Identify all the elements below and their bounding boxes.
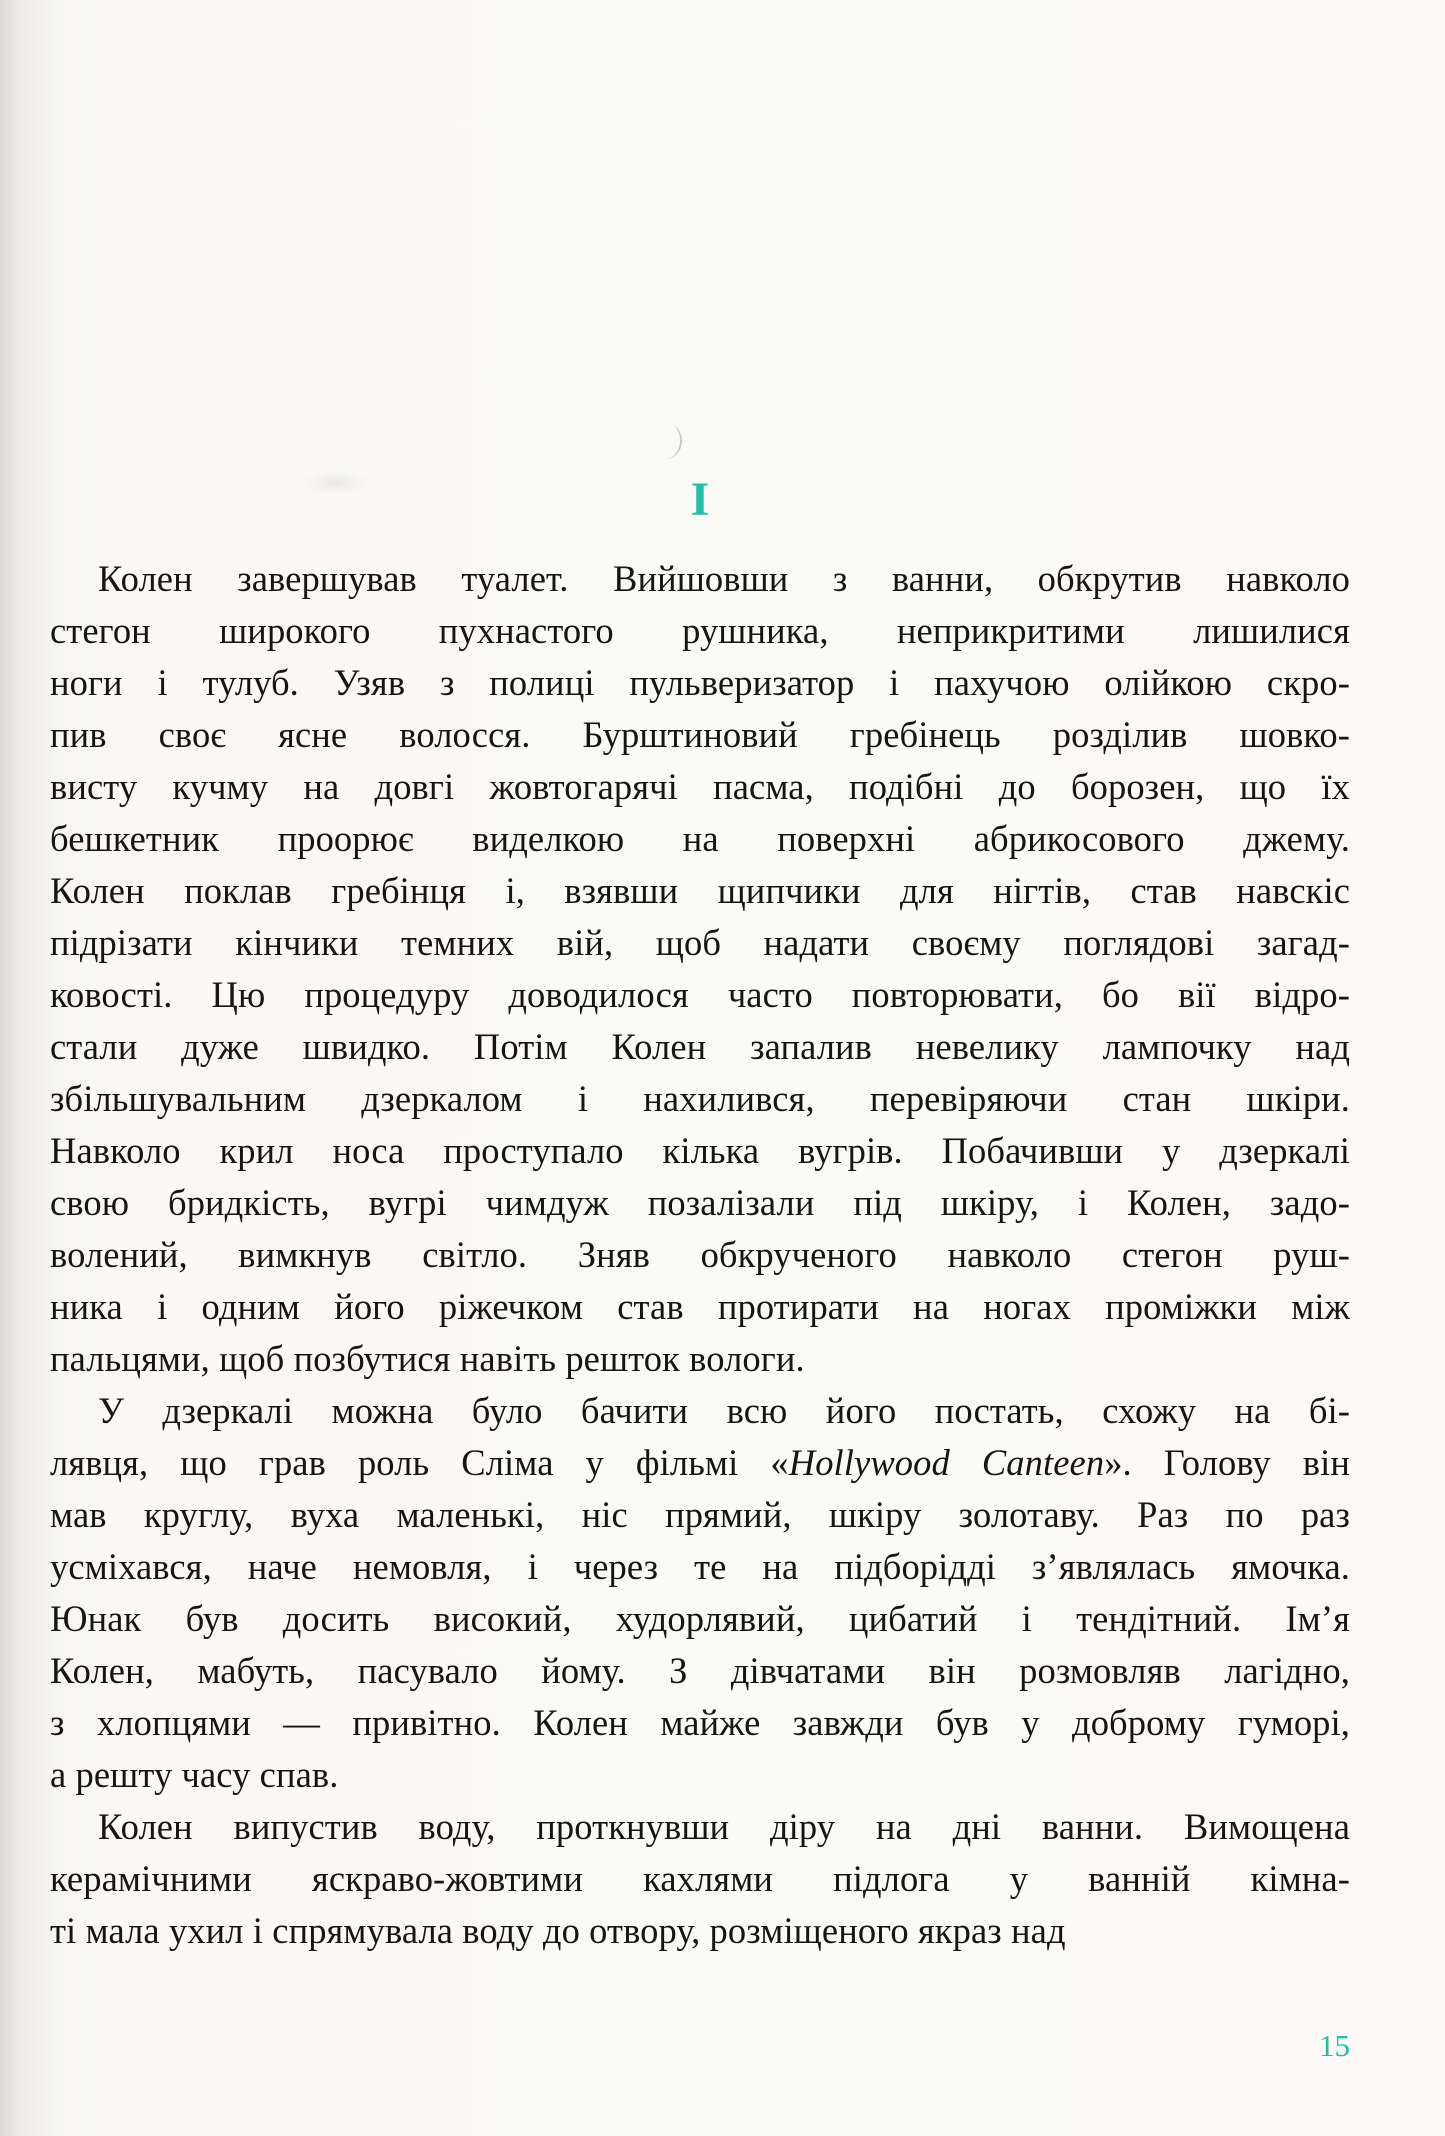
text-line: стегон широкого пухнастого рушника, неприкритими лишилися (50, 610, 1350, 651)
text-line: ноги і тулуб. Узяв з полиці пульверизатор і пахучою олійкою скро- (50, 662, 1350, 703)
text-line: пальцями, щоб позбутися навіть решток вологи. (50, 1338, 805, 1379)
text-line: стали дуже швидко. Потім Колен запалив невелику лампочку над (50, 1026, 1350, 1067)
text-line: керамічними яскраво-жовтими кахлями підлога у ванній кімна- (50, 1858, 1350, 1899)
text-line: мав круглу, вуха маленькі, ніс прямий, шкіру золотаву. Раз по раз (50, 1494, 1350, 1535)
text-line: Колен завершував туалет. Вийшовши з ванни, обкрутив навколо (98, 558, 1350, 599)
chapter-heading: I (690, 473, 710, 526)
text-line: Колен випустив воду, проткнувши діру на дні ванни. Вимощена (98, 1806, 1350, 1847)
text-line: ті мала ухил і спрямувала воду до отвору, розміщеного якраз над (50, 1910, 1066, 1951)
text-line: Колен поклав гребінця і, взявши щипчики для нігтів, став навскіс (50, 870, 1350, 911)
paragraph (50, 1801, 1350, 1957)
text-line: Колен, мабуть, пасувало йому. З дівчатами він розмовляв лагідно, (50, 1650, 1350, 1691)
text-segment: лявця, що грав роль Сліма у фільмі « (50, 1442, 789, 1483)
text-line: ника і одним його ріжечком став протирати на ногах проміжки між (50, 1286, 1350, 1327)
text-line: а решту часу спав. (50, 1754, 339, 1795)
text-line: Навколо крил носа проступало кілька вугрів. Побачивши у дзеркалі (50, 1130, 1350, 1171)
text-line: усміхався, наче немовля, і через те на підборідді з’являлась ямочка. (50, 1546, 1350, 1587)
text-line: бешкетник проорює виделкою на поверхні абрикосового джему. (50, 818, 1350, 859)
film-title-italic: Hollywood Canteen (788, 1442, 1105, 1483)
text-line: свою бридкість, вугрі чимдуж позалізали під шкіру, і Колен, задо- (50, 1182, 1350, 1223)
paragraph (50, 1385, 1350, 1801)
text-line (50, 1437, 1350, 1489)
text-line: збільшувальним дзеркалом і нахилився, перевіряючи стан шкіри. (50, 1078, 1350, 1119)
text-line: з хлопцями — привітно. Колен майже завжди був у доброму гуморі, (50, 1702, 1350, 1743)
text-line: волений, вимкнув світло. Зняв обкрученого навколо стегон руш- (50, 1234, 1350, 1275)
text-line: ковості. Цю процедуру доводилося часто повторювати, бо вії відро- (50, 974, 1350, 1015)
page-number: 15 (1319, 2028, 1350, 2063)
text-line: висту кучму на довгі жовтогарячі пасма, подібні до борозен, що їх (50, 766, 1350, 807)
text-line: У дзеркалі можна було бачити всю його постать, схожу на бі- (98, 1390, 1350, 1431)
text-block (50, 553, 1350, 1957)
text-line: пив своє ясне волосся. Бурштиновий гребінець розділив шовко- (50, 714, 1350, 755)
text-line: Юнак був досить високий, худорлявий, цибатий і тендітний. Ім’я (50, 1598, 1350, 1639)
paragraph (50, 553, 1350, 1385)
text-line: підрізати кінчики темних вій, щоб надати своєму поглядові загад- (50, 922, 1350, 963)
scan-crease-mark (664, 423, 684, 460)
text-segment: ». Голову він (1104, 1442, 1350, 1483)
